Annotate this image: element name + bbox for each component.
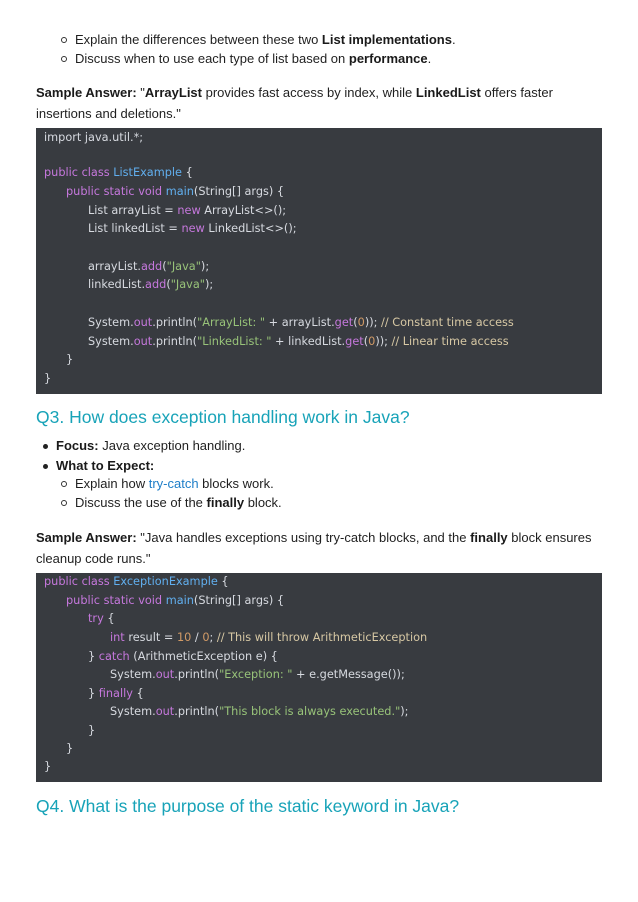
q2-sample-answer: Sample Answer: "ArrayList provides fast access by index, while LinkedList offers faster insertions and deletions." bbox=[36, 85, 553, 121]
code-line: System.out.println("ArrayList: " + arrayList.get(0)); // Constant time access bbox=[88, 316, 514, 329]
q3-sub-list bbox=[60, 474, 282, 512]
code-line: } bbox=[44, 372, 52, 385]
code-block-list-example bbox=[36, 128, 602, 394]
list-item: Explain the differences between these two List implementations. bbox=[60, 30, 456, 49]
code-line: } bbox=[88, 724, 96, 737]
code-line: List linkedList = new LinkedList<>(); bbox=[88, 222, 297, 235]
list-item: Discuss the use of the finally block. bbox=[60, 493, 282, 512]
try-catch-link[interactable]: try-catch bbox=[148, 476, 199, 491]
list-item: Explain how try-catch blocks work. bbox=[60, 474, 282, 493]
code-line: System.out.println("This block is always executed."); bbox=[110, 705, 409, 718]
q3-list bbox=[42, 436, 245, 476]
code-line: linkedList.add("Java"); bbox=[88, 278, 214, 291]
code-block-exception-example bbox=[36, 573, 602, 782]
code-line: public static void main(String[] args) { bbox=[66, 594, 285, 607]
code-line: } bbox=[66, 742, 74, 755]
list-item-what-to-expect: What to Expect: bbox=[42, 456, 245, 476]
code-line: } catch (ArithmeticException e) { bbox=[88, 650, 278, 663]
code-line: import java.util.*; bbox=[44, 131, 144, 144]
code-line: } bbox=[66, 353, 74, 366]
list-item: Discuss when to use each type of list based on performance. bbox=[60, 49, 456, 68]
code-line: } bbox=[44, 760, 52, 773]
code-line: public static void main(String[] args) { bbox=[66, 185, 285, 198]
code-line: try { bbox=[88, 612, 115, 625]
code-line: List arrayList = new ArrayList<>(); bbox=[88, 204, 287, 217]
q2-sub-list bbox=[60, 30, 456, 68]
code-line: int result = 10 / 0; // This will throw ArithmeticException bbox=[110, 631, 428, 644]
code-line: arrayList.add("Java"); bbox=[88, 260, 210, 273]
q3-sample-answer: Sample Answer: "Java handles exceptions using try-catch blocks, and the finally block ensures cleanup code runs." bbox=[36, 530, 592, 566]
list-item-focus: Focus: Java exception handling. bbox=[42, 436, 245, 456]
code-line: } finally { bbox=[88, 687, 144, 700]
q4-heading: Q4. What is the purpose of the static keyword in Java? bbox=[36, 796, 460, 816]
code-line: System.out.println("LinkedList: " + linkedList.get(0)); // Linear time access bbox=[88, 335, 509, 348]
code-line: System.out.println("Exception: " + e.getMessage()); bbox=[110, 668, 405, 681]
q3-heading: Q3. How does exception handling work in Java? bbox=[36, 407, 410, 427]
code-line: public class ListExample { bbox=[44, 166, 193, 179]
code-line: public class ExceptionExample { bbox=[44, 575, 229, 588]
